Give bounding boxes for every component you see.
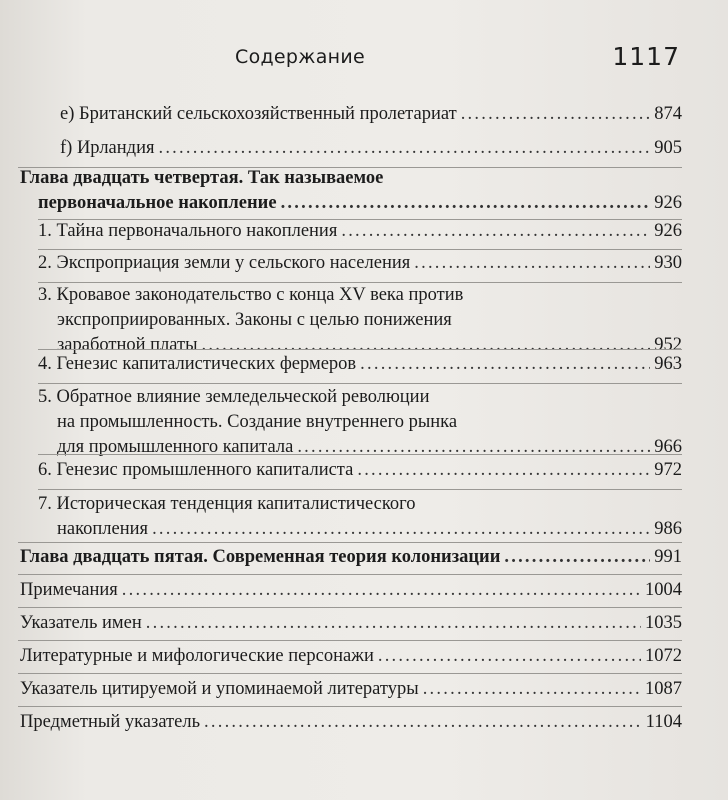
toc-entry-title-line-1: 3. Кровавое законодательство с конца XV века против <box>38 285 464 305</box>
separator-line <box>38 383 682 384</box>
toc-section-3 <box>38 283 682 358</box>
toc-index-of-names <box>20 611 682 636</box>
toc-section-5 <box>38 385 682 460</box>
dot-leader <box>281 191 651 216</box>
toc-entry-title-line-3: для промышленного капитала <box>57 437 294 457</box>
dot-leader <box>297 435 650 460</box>
toc-entry-page: 1035 <box>645 613 682 633</box>
dot-leader <box>122 578 641 603</box>
separator-line <box>18 574 682 575</box>
toc-entry-page: 1072 <box>645 646 682 666</box>
toc-entry-page: 905 <box>654 138 682 158</box>
toc-entry-title-line-2: на промышленность. Создание внутреннего рынка <box>57 412 458 432</box>
separator-line <box>18 706 682 707</box>
dot-leader <box>504 545 650 570</box>
toc-entry-title: Указатель цитируемой и упоминаемой литературы <box>20 679 419 699</box>
separator-line <box>18 607 682 608</box>
toc-section-4 <box>38 352 682 377</box>
toc-entry-page: 986 <box>654 519 682 539</box>
toc-entry-title-line-1: 7. Историческая тенденция капиталистического <box>38 494 416 514</box>
toc-entry-title: Предметный указатель <box>20 712 201 732</box>
dot-leader <box>152 517 650 542</box>
toc-entry-title: f) Ирландия <box>60 138 155 158</box>
toc-entry-page: 972 <box>654 460 682 480</box>
dot-leader <box>158 136 650 161</box>
toc-entry-page: 952 <box>654 335 682 355</box>
toc-entry-title: Литературные и мифологические персонажи <box>20 646 374 666</box>
toc-section-1 <box>38 219 682 244</box>
dot-leader <box>414 251 650 276</box>
dot-leader <box>423 677 641 702</box>
toc-entry-page: 963 <box>654 354 682 374</box>
running-head <box>0 44 728 74</box>
toc-entry-page: 1104 <box>645 712 682 732</box>
toc-entry-page: 926 <box>654 221 682 241</box>
toc-entry-title: e) Британский сельскохозяйственный пролетариат <box>60 104 457 124</box>
toc-entry-title: 1. Тайна первоначального накопления <box>38 221 338 241</box>
dot-leader <box>204 710 642 735</box>
running-head-title: Содержание <box>235 46 365 68</box>
toc-literary-characters <box>20 644 682 669</box>
dot-leader <box>360 352 650 377</box>
toc-entry-title-line-3: заработной платы <box>57 335 198 355</box>
separator-line <box>38 489 682 490</box>
toc-section-2 <box>38 251 682 276</box>
toc-section-6 <box>38 458 682 483</box>
toc-entry-page: 1004 <box>645 580 682 600</box>
toc-entry-title: 6. Генезис промышленного капиталиста <box>38 460 354 480</box>
toc-notes <box>20 578 682 603</box>
dot-leader <box>378 644 641 669</box>
toc-entry-title-line-2: накопления <box>57 519 149 539</box>
separator-line <box>18 640 682 641</box>
toc-entry-title-line-2: экспроприированных. Законы с целью понижения <box>57 310 452 330</box>
toc-entry-title: Примечания <box>20 580 118 600</box>
separator-line <box>38 249 682 250</box>
separator-line <box>38 454 682 455</box>
running-head-page-number: 1117 <box>612 42 680 71</box>
toc-entry-title-line-1: 5. Обратное влияние земледельческой революции <box>38 387 430 407</box>
toc-entry-title: 2. Экспроприация земли у сельского населения <box>38 253 411 273</box>
dot-leader <box>341 219 650 244</box>
toc-entry-page: 926 <box>654 193 682 213</box>
toc-literature-index <box>20 677 682 702</box>
toc-entry-page: 966 <box>654 437 682 457</box>
separator-line <box>18 542 682 543</box>
dot-leader <box>146 611 641 636</box>
toc-entry-british-proletariat <box>38 102 682 127</box>
toc-entry-title: Глава двадцать пятая. Современная теория колонизации <box>20 547 501 567</box>
toc-section-7 <box>38 492 682 542</box>
toc-chapter-25 <box>20 545 682 570</box>
separator-line <box>38 349 682 350</box>
toc-entry-title-line-1: Глава двадцать четвертая. Так называемое <box>20 168 384 188</box>
toc-chapter-24 <box>20 166 682 216</box>
dot-leader <box>461 102 651 127</box>
toc-entry-page: 874 <box>654 104 682 124</box>
toc-entry-ireland <box>38 136 682 161</box>
toc-entry-title: 4. Генезис капиталистических фермеров <box>38 354 357 374</box>
toc-subject-index <box>20 710 682 735</box>
toc-entry-page: 930 <box>654 253 682 273</box>
toc-entry-page: 1087 <box>645 679 682 699</box>
toc-entry-page: 991 <box>654 547 682 567</box>
toc-entry-title-line-2: первоначальное накопление <box>38 193 277 213</box>
dot-leader <box>357 458 650 483</box>
separator-line <box>18 673 682 674</box>
toc-entry-title: Указатель имен <box>20 613 142 633</box>
